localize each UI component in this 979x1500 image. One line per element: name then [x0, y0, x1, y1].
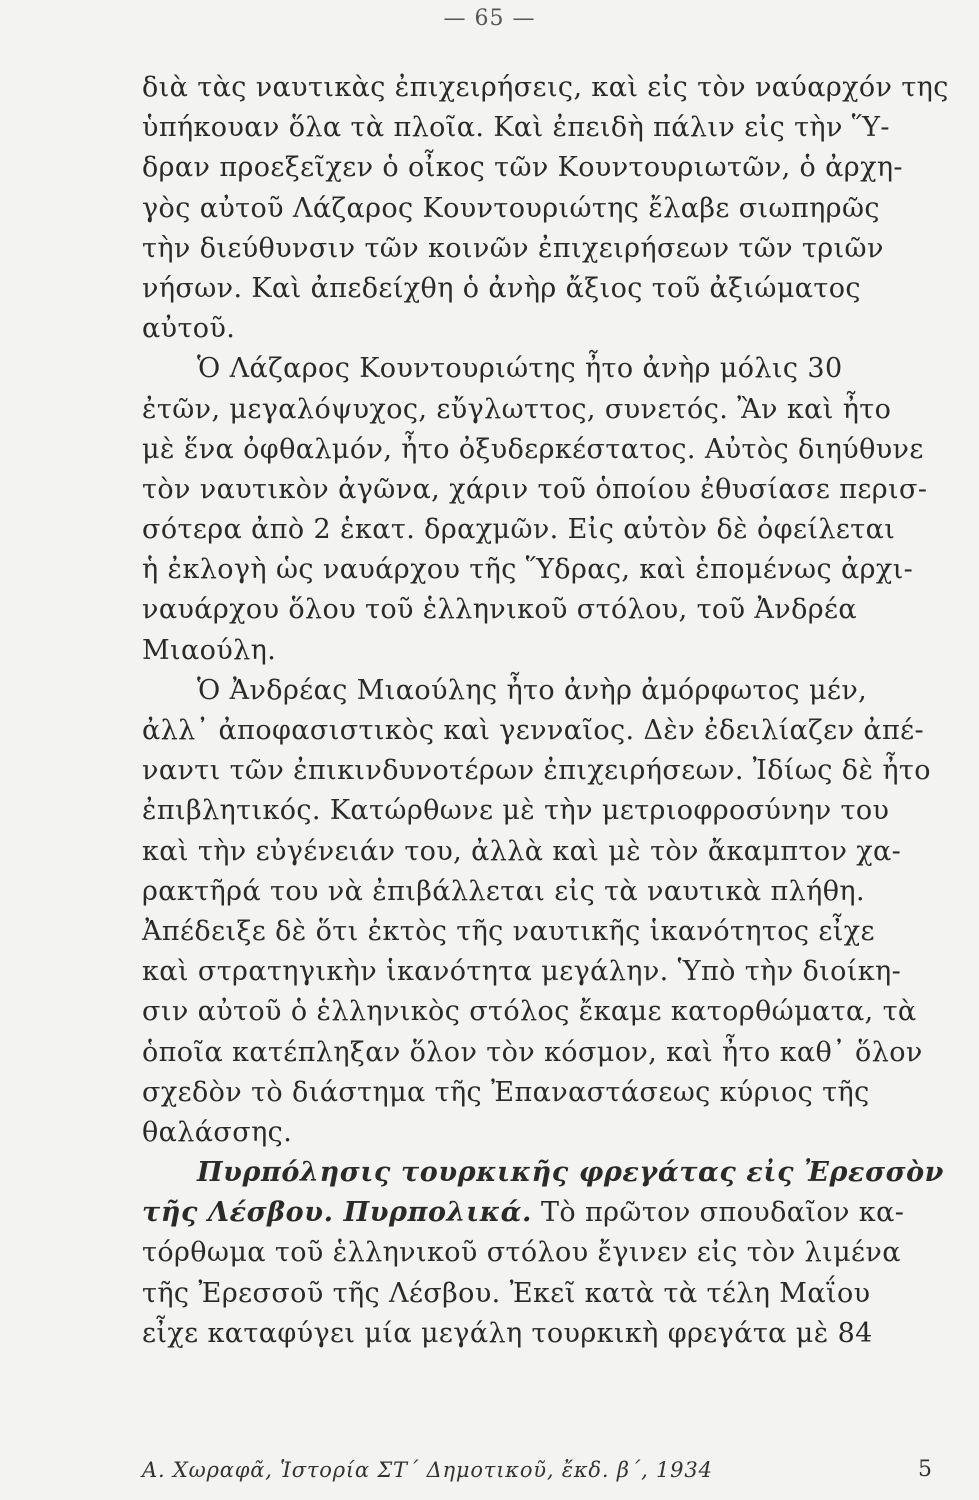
signature-mark: 5: [918, 1457, 932, 1482]
text-line: νήσων. Καὶ ἀπεδείχθη ὁ ἀνὴρ ἄξιος τοῦ ἀξιώματος: [142, 272, 861, 304]
text-line: καὶ στρατηγικὴν ἱκανότητα μεγάλην. Ὑπὸ τὴν διοίκη-: [142, 956, 902, 988]
text-line: Μιαούλη.: [142, 634, 277, 666]
text-line: αὐτοῦ.: [142, 313, 236, 345]
text-line: τῆς Ἐρεσσοῦ τῆς Λέσβου. Ἐκεῖ κατὰ τὰ τέλη Μαΐου: [142, 1277, 871, 1309]
text-line: ἀλλ᾿ ἀποφασιστικὸς καὶ γενναῖος. Δὲν ἐδειλίαζεν ἀπέ-: [142, 715, 925, 746]
text-line: τὴν διεύθυνσιν τῶν κοινῶν ἐπιχειρήσεων τῶν τριῶν: [142, 232, 884, 264]
text-line: γὸς αὐτοῦ Λάζαρος Κουντουριώτης ἔλαβε σιωπηρῶς: [142, 192, 880, 224]
page-number: — 65 —: [443, 6, 536, 31]
text-line: καὶ τὴν εὐγένειάν του, ἀλλὰ καὶ μὲ τὸν ἄκαμπτον χα-: [142, 835, 902, 867]
section-heading: Πυρπόλησις τουρκικῆς φρεγάτας εἰς Ἐρεσσὸν: [197, 1157, 945, 1189]
text-line: σιν αὐτοῦ ὁ ἑλληνικὸς στόλος ἔκαμε κατορθώματα, τὰ: [142, 996, 917, 1028]
text-line: ἡ ἐκλογὴ ὡς ναυάρχου τῆς Ὕδρας, καὶ ἑπομένως ἀρχι-: [142, 554, 914, 586]
text-line: σότερα ἀπὸ 2 ἑκατ. δραχμῶν. Εἰς αὐτὸν δὲ ὀφείλεται: [142, 514, 896, 546]
text-line: θαλάσσης.: [142, 1116, 293, 1148]
text-line: δραν προεξεῖχεν ὁ οἶκος τῶν Κουντουριωτῶν, ὁ ἀρχη-: [142, 152, 903, 184]
text-line: ὁποῖα κατέπληξαν ὅλον τὸν κόσμον, καὶ ἦτο καθ᾿ ὅλον: [142, 1036, 923, 1068]
text-line: Ἀπέδειξε δὲ ὅτι ἐκτὸς τῆς ναυτικῆς ἱκανότητος εἶχε: [142, 915, 875, 947]
text-line: ναυάρχου ὅλου τοῦ ἑλληνικοῦ στόλου, τοῦ Ἀνδρέα: [142, 594, 858, 626]
text-line: εἶχε καταφύγει μία μεγάλη τουρκικὴ φρεγάτα μὲ 84: [142, 1317, 873, 1349]
text-line: ὑπήκουαν ὅλα τὰ πλοῖα. Καὶ ἐπειδὴ πάλιν εἰς τὴν Ὕ-: [142, 112, 890, 144]
text-line: Ὁ Λάζαρος Κουντουριώτης ἦτο ἀνὴρ μόλις 30: [197, 353, 843, 385]
text-line: τόρθωμα τοῦ ἑλληνικοῦ στόλου ἔγινεν εἰς τὸν λιμένα: [142, 1237, 901, 1269]
text-line: ἐτῶν, μεγαλόψυχος, εὔγλωττος, συνετός. Ἂν καὶ ἦτο: [142, 393, 892, 425]
section-heading-line: [142, 1153, 945, 1193]
text-line: [142, 1193, 942, 1233]
page-footer: [142, 1450, 932, 1490]
text-line: ρακτῆρά του νὰ ἐπιβάλλεται εἰς τὰ ναυτικὰ πλήθη.: [142, 875, 865, 907]
text-line: μὲ ἕνα ὀφθαλμόν, ἦτο ὀξυδερκέστατος. Αὐτὸς διηύθυνε: [142, 433, 924, 465]
text-line: σχεδὸν τὸ διάστημα τῆς Ἐπαναστάσεως κύριος τῆς: [142, 1076, 870, 1108]
section-text-start: Τὸ πρῶτον σπουδαῖον κα-: [531, 1197, 905, 1229]
footer-citation: Α. Χωραφᾶ, Ἱστορία ΣΤ΄ Δημοτικοῦ, ἔκδ. β΄, 1934: [142, 1458, 713, 1482]
text-line: διὰ τὰς ναυτικὰς ἐπιχειρήσεις, καὶ εἰς τὸν ναύαρχόν της: [142, 72, 949, 103]
body-text: [142, 68, 949, 1354]
text-line: ναντι τῶν ἐπικινδυνοτέρων ἐπιχειρήσεων. Ἰδίως δὲ ἦτο: [142, 755, 931, 787]
text-line: Ὁ Ἀνδρέας Μιαούλης ἦτο ἀνὴρ ἀμόρφωτος μέν,: [197, 674, 868, 706]
text-line: τὸν ναυτικὸν ἀγῶνα, χάριν τοῦ ὁποίου ἐθυσίασε περισ-: [142, 473, 928, 505]
text-line: ἐπιβλητικός. Κατώρθωνε μὲ τὴν μετριοφροσύνην του: [142, 795, 890, 827]
section-heading-continued: τῆς Λέσβου. Πυρπολικά.: [142, 1197, 532, 1229]
